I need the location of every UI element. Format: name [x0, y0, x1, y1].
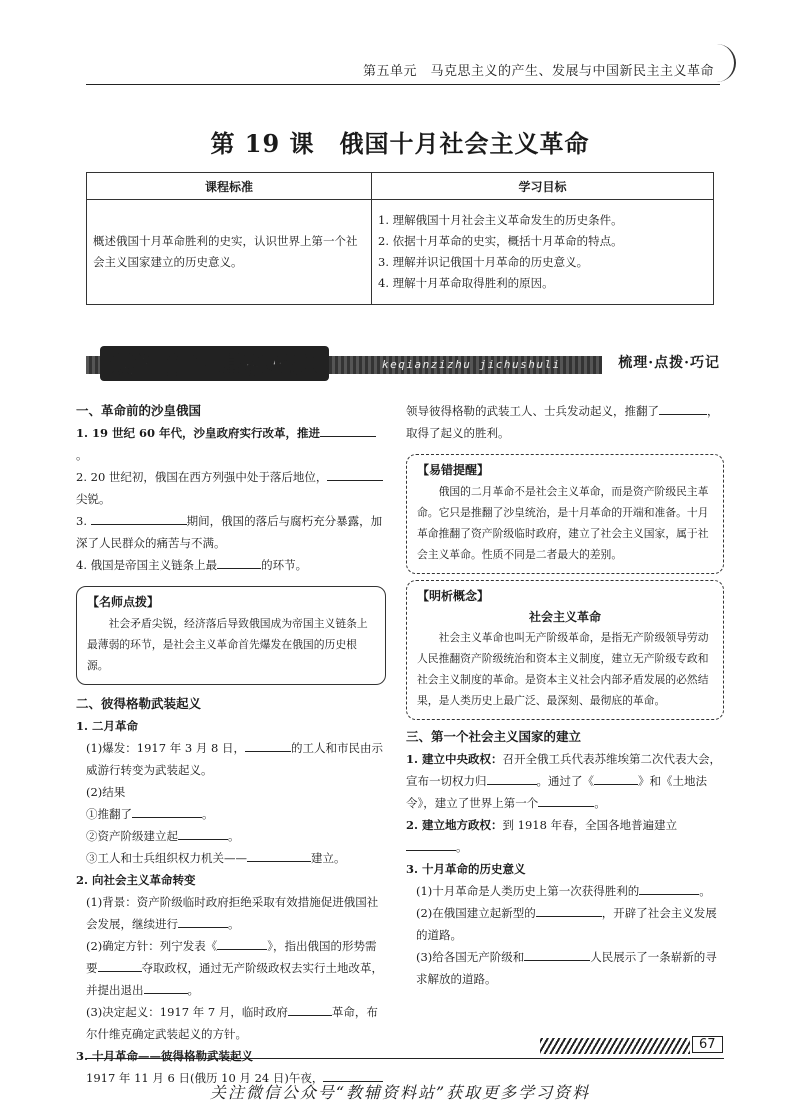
blank-field[interactable] [487, 770, 537, 785]
blank-field[interactable] [247, 847, 311, 862]
tip-body: 社会主义革命也叫无产阶级革命，是指无产阶级领导劳动人民推翻资产阶级统治和资本主义制度，建立无产阶级专政和社会主义制度的革命。是资本主义社会内部矛盾发展的必然结果，是人类历史上最广泛、最深刻、最彻底的革命。 [417, 631, 709, 707]
col-header-standard: 课程标准 [87, 173, 372, 200]
goal-item: 2. 依据十月革命的史实，概括十月革命的特点。 [378, 234, 623, 248]
blank-field[interactable] [288, 1001, 332, 1016]
section-heading: 一、革命前的沙皇俄国 [76, 403, 202, 418]
footer-rule [86, 1058, 724, 1059]
header-rule [86, 84, 720, 85]
blank-field[interactable] [178, 913, 228, 928]
tip-heading: 【易错提醒】 [417, 463, 490, 477]
tip-body: 社会矛盾尖锐，经济落后导致俄国成为帝国主义链条上最薄弱的环节，是社会主义革命首先爆发在俄国的历史根源。 [87, 617, 368, 672]
fill-item: ①推翻了 。 [76, 803, 386, 825]
fill-item: 领导彼得格勒的武装工人、士兵发动起义，推翻了 ，取得了起义的胜利。 [406, 400, 724, 444]
fill-item: 2. 20 世纪初，俄国在西方列强中处于落后地位，尖锐。 [76, 466, 386, 510]
sub-heading: 1. 二月革命 [76, 719, 139, 733]
sub-heading: 3. 十月革命——彼得格勒武装起义 [76, 1049, 254, 1063]
goal-item: 1. 理解俄国十月社会主义革命发生的历史条件。 [378, 213, 623, 227]
tip-subtitle: 社会主义革命 [528, 610, 601, 624]
blank-field[interactable] [524, 946, 590, 961]
footer-note: 关注微信公众号“教辅资料站”获取更多学习资料 [209, 1083, 591, 1102]
blank-field[interactable] [320, 422, 376, 437]
fill-item: (3)给各国无产阶级和 人民展示了一条崭新的寻求解放的道路。 [406, 946, 724, 990]
fill-item: (1)爆发：1917 年 3 月 8 日， 的工人和市民由示威游行转变为武装起义。 [76, 737, 386, 781]
fill-item: ③工人和士兵组织权力机关—— 建立。 [76, 847, 386, 869]
course-standard: 概述俄国十月革命胜利的史实，认识世界上第一个社会主义国家建立的历史意义。 [87, 200, 372, 305]
lesson-title: 第 19 课 俄国十月社会主义革命 [210, 129, 590, 158]
sub-heading: 3. 十月革命的历史意义 [406, 862, 526, 876]
fill-item: ②资产阶级建立起 。 [76, 825, 386, 847]
section-heading: 二、彼得格勒武装起义 [76, 696, 202, 711]
page-number: 67 [692, 1036, 723, 1053]
objectives-table [86, 172, 714, 305]
sub-heading: 2. 向社会主义革命转变 [76, 873, 196, 887]
banner-title: 课前自主 基础梳理 [100, 346, 329, 381]
blank-field[interactable] [538, 792, 594, 807]
blank-field[interactable] [132, 803, 202, 818]
blank-field[interactable] [91, 510, 187, 525]
fill-item: 2. 建立地方政权：到 1918 年春，全国各地普遍建立。 [406, 818, 678, 854]
blank-field[interactable] [217, 554, 261, 569]
blank-field[interactable] [536, 902, 602, 917]
teacher-tip-box [76, 586, 386, 685]
blank-field[interactable] [217, 935, 267, 950]
fill-item: (2)在俄国建立起新型的 ，开辟了社会主义发展的道路。 [406, 902, 724, 946]
blank-field[interactable] [98, 957, 142, 972]
learning-goals [372, 200, 714, 305]
fill-item: 1. 19 世纪 60 年代，沙皇政府实行改革，推进。 [76, 422, 386, 466]
blank-field[interactable] [178, 825, 228, 840]
blank-field[interactable] [144, 979, 188, 994]
list-item: (2)结果 [86, 785, 126, 799]
banner-tag: 梳理·点拨·巧记 [618, 355, 720, 371]
blank-field[interactable] [639, 880, 699, 895]
fill-item: (1)十月革命是人类历史上第一次获得胜利的 。 [406, 880, 724, 902]
tip-body: 俄国的二月革命不是社会主义革命，而是资产阶级民主革命。它只是推翻了沙皇统治，是十月革命的开端和准备。十月革命推翻了资产阶级临时政府，建立了社会主义国家，属于社会主义革命。性质不同是二者最大的差别。 [417, 485, 709, 561]
col-header-goals: 学习目标 [372, 173, 714, 200]
tip-heading: 【名师点拨】 [87, 595, 160, 609]
fill-item: 1917 年 11 月 6 日(俄历 10 月 24 日)午夜， [76, 1067, 386, 1089]
blank-field[interactable] [327, 466, 383, 481]
blank-field[interactable] [406, 836, 456, 851]
fill-item: 3. 期间，俄国的落后与腐朽充分暴露，加深了人民群众的痛苦与不满。 [76, 510, 386, 554]
left-column [76, 400, 386, 1089]
section-banner [86, 346, 720, 382]
section-heading: 三、第一个社会主义国家的建立 [406, 729, 582, 744]
right-column [406, 400, 724, 990]
goal-item: 3. 理解并识记俄国十月革命的历史意义。 [378, 255, 589, 269]
error-tip-box [406, 454, 724, 574]
blank-field[interactable] [659, 400, 707, 415]
page-number-pattern [540, 1038, 690, 1054]
blank-field[interactable] [594, 770, 638, 785]
tip-heading: 【明析概念】 [417, 589, 490, 603]
header-bracket [712, 44, 736, 82]
fill-item: (2)确定方针：列宁发表《 》，指出俄国的形势需要 夺取政权，通过无产阶级政权去实行土地改革，并提出退出 。 [76, 935, 386, 1001]
goal-item: 4. 理解十月革命取得胜利的原因。 [378, 276, 554, 290]
unit-header: 第五单元 马克思主义的产生、发展与中国新民主主义革命 [362, 64, 714, 79]
fill-item: (1)背景：资产阶级临时政府拒绝采取有效措施促进俄国社会发展，继续进行 。 [86, 895, 379, 931]
fill-item: 1. 建立中央政权：召开全俄工兵代表苏维埃第二次代表大会，宣布一切权力归 。通过了《 》和《土地法令》，建立了世界上第一个 。 [406, 752, 722, 810]
concept-tip-box [406, 580, 724, 720]
blank-field[interactable] [245, 737, 291, 752]
fill-item: 4. 俄国是帝国主义链条上最 的环节。 [76, 554, 386, 576]
fill-item: (3)决定起义：1917 年 7 月，临时政府 革命，布尔什维克确定武装起义的方针。 [76, 1001, 386, 1045]
banner-pinyin: keqianzizhu jichushuli [382, 358, 561, 371]
